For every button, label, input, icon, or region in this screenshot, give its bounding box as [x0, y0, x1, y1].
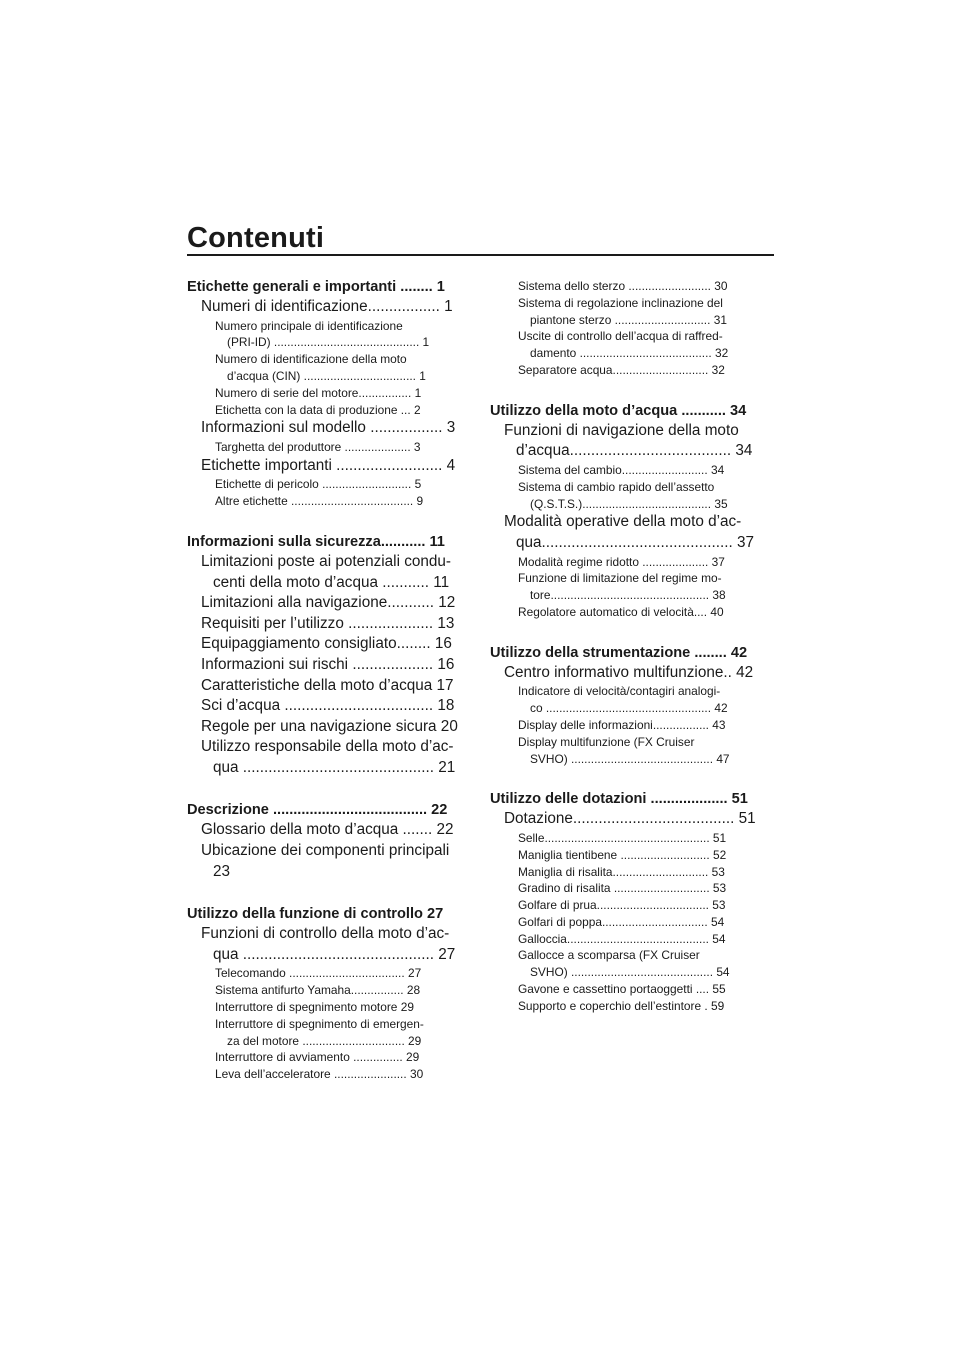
toc-subsection[interactable] [490, 278, 774, 295]
toc-section[interactable] [490, 663, 774, 684]
toc-chapter[interactable] [490, 402, 774, 421]
toc-entry-line: Golfare di prua.................................. 53 [518, 898, 726, 913]
toc-subsection[interactable] [187, 1066, 474, 1083]
toc-entry-line: Etichette di pericolo ........................... 5 [215, 477, 422, 492]
toc-entry-line: Numero di identificazione della moto [215, 352, 407, 367]
toc-entry-line: Sistema antifurto Yamaha................ 28 [215, 983, 421, 998]
toc-section[interactable] [187, 634, 474, 655]
toc-subsection[interactable] [490, 683, 774, 717]
toc-subsection[interactable] [187, 965, 474, 982]
toc-subsection[interactable] [490, 914, 774, 931]
toc-subsection[interactable] [490, 847, 774, 864]
section-gap [490, 379, 774, 402]
toc-subsection[interactable] [187, 385, 474, 402]
toc-chapter[interactable] [490, 790, 774, 809]
toc-section[interactable] [187, 717, 474, 738]
toc-entry-line: Limitazioni poste ai potenziali condu- [201, 552, 451, 570]
toc-entry-line: Supporto e coperchio dell’estintore . 59 [518, 998, 725, 1013]
toc-entry-line: 23 [213, 862, 231, 880]
toc-entry-line: Informazioni sul modello ................. 3 [201, 419, 456, 437]
toc-section[interactable] [187, 614, 474, 635]
toc-section[interactable] [187, 820, 474, 841]
toc-entry-line: Separatore acqua............................. 32 [518, 362, 725, 377]
toc-entry-line: Ubicazione dei componenti principali [201, 842, 450, 860]
toc-section[interactable] [187, 593, 474, 614]
toc-subsection[interactable] [187, 476, 474, 493]
toc-entry-line: qua ............................................. 21 [213, 758, 456, 776]
section-gap [187, 778, 474, 801]
toc-entry-line: za del motore ............................... 29 [227, 1033, 422, 1048]
toc-entry-line: Requisiti per l’utilizzo .................... 13 [201, 614, 455, 632]
toc-entry-line: Caratteristiche della moto d’acqua 17 [201, 676, 454, 694]
toc-entry-line: Interruttore di spegnimento motore 29 [215, 1000, 414, 1015]
toc-entry-line: Altre etichette ..................................... 9 [215, 494, 424, 509]
toc-entry-line: Regolatore automatico di velocità.... 40 [518, 604, 724, 619]
toc-entry-line: Equipaggiamento consigliato........ 16 [201, 635, 452, 653]
toc-chapter[interactable] [490, 644, 774, 663]
toc-subsection[interactable] [490, 570, 774, 604]
toc-subsection[interactable] [490, 947, 774, 981]
toc-entry-line: Funzioni di controllo della moto d’ac- [201, 925, 450, 943]
section-gap [490, 767, 774, 790]
toc-entry-line: co .................................................. 42 [530, 701, 728, 716]
toc-entry-line: Gavone e cassettino portaoggetti .... 55 [518, 982, 726, 997]
toc-subsection[interactable] [490, 328, 774, 362]
toc-entry-line: Targhetta del produttore .................... 3 [215, 439, 421, 454]
toc-section[interactable] [187, 676, 474, 697]
toc-entry-line: Etichetta con la data di produzione ... 2 [215, 402, 421, 417]
toc-subsection[interactable] [490, 717, 774, 734]
toc-entry-line: Utilizzo delle dotazioni ................... 51 [490, 791, 748, 808]
section-gap [187, 882, 474, 905]
toc-entry-line: Utilizzo della moto d’acqua ........... 34 [490, 402, 747, 419]
toc-entry-line: (PRI-ID) ............................................ 1 [227, 335, 430, 350]
toc-subsection[interactable] [490, 295, 774, 329]
page-title: Contenuti [187, 222, 325, 254]
toc-entry-line: Etichette generali e importanti ........ 1 [187, 279, 445, 295]
toc-chapter[interactable] [187, 278, 474, 297]
toc-entry-line: Galloccia........................................... 54 [518, 931, 726, 946]
toc-section[interactable] [187, 456, 474, 477]
toc-entry-line: Display delle informazioni................. 43 [518, 717, 726, 732]
toc-entry-line: Numero principale di identificazione [215, 318, 403, 333]
toc-entry-line: Centro informativo multifunzione.. 42 [504, 663, 754, 681]
toc-entry-line: Leva dell’acceleratore ...................... 30 [215, 1067, 424, 1082]
toc-subsection[interactable] [187, 1049, 474, 1066]
toc-section[interactable] [187, 418, 474, 439]
toc-entry-line: (Q.S.T.S.)....................................... 35 [530, 496, 728, 511]
toc-entry-line: Gallocce a scomparsa (FX Cruiser [518, 948, 700, 963]
toc-entry-line: Interruttore di spegnimento di emergen- [215, 1016, 424, 1031]
toc-subsection[interactable] [490, 604, 774, 621]
toc-entry-line: centi della moto d’acqua ........... 11 [213, 573, 450, 591]
toc-entry-line: piantone sterzo ............................. 31 [530, 312, 727, 327]
toc-entry-line: Maniglia di risalita............................. 53 [518, 864, 725, 879]
toc-subsection[interactable] [490, 479, 774, 513]
toc-subsection[interactable] [490, 462, 774, 479]
toc-entry-line: Sistema di cambio rapido dell’assetto [518, 479, 715, 494]
toc-entry-line: Limitazioni alla navigazione........... 12 [201, 594, 456, 612]
toc-entry-line: Sistema dello sterzo ......................... 30 [518, 279, 728, 293]
toc-chapter[interactable] [187, 801, 474, 820]
toc-entry-line: Telecomando ................................... 27 [215, 966, 422, 981]
toc-subsection[interactable] [490, 734, 774, 768]
toc-entry-line: Gradino di risalita ............................. 53 [518, 881, 727, 896]
toc-entry-line: Funzioni di navigazione della moto [504, 421, 739, 439]
toc-subsection[interactable] [187, 493, 474, 510]
toc-entry-line: damento ........................................ 32 [530, 346, 729, 361]
toc-entry-line: Interruttore di avviamento ............... 29 [215, 1050, 420, 1065]
toc-subsection[interactable] [187, 1016, 474, 1050]
toc-section[interactable] [490, 421, 774, 462]
section-gap [490, 621, 774, 644]
toc-entry-line: Numero di serie del motore................ 1 [215, 385, 422, 400]
toc-entry-line: Sci d’acqua ................................... 18 [201, 697, 455, 715]
title-rule [187, 254, 774, 256]
toc-subsection[interactable] [490, 897, 774, 914]
toc-chapter[interactable] [187, 905, 474, 924]
toc-subsection[interactable] [490, 864, 774, 881]
toc-entry-line: Modalità operative della moto d’ac- [504, 513, 742, 531]
toc-subsection[interactable] [187, 982, 474, 999]
toc-section[interactable] [187, 696, 474, 717]
toc-subsection[interactable] [187, 999, 474, 1016]
toc-section[interactable] [187, 655, 474, 676]
toc-entry-line: Dotazione...................................... 51 [504, 810, 756, 828]
toc-subsection[interactable] [490, 830, 774, 847]
toc-entry-line: Glossario della moto d’acqua ....... 22 [201, 821, 454, 839]
toc-section[interactable] [187, 552, 474, 593]
toc-entry-line: Sistema di regolazione inclinazione del [518, 295, 723, 310]
toc-entry-line: Informazioni sulla sicurezza........... 11 [187, 533, 445, 550]
toc-section[interactable] [187, 924, 474, 965]
toc-subsection[interactable] [187, 402, 474, 419]
toc-subsection[interactable] [187, 439, 474, 456]
toc-left-column [187, 278, 474, 1083]
toc-entry-line: Etichette importanti ......................... 4 [201, 456, 456, 474]
toc-subsection[interactable] [490, 998, 774, 1015]
toc-subsection[interactable] [490, 554, 774, 571]
toc-section[interactable] [187, 297, 474, 318]
toc-entry-line: Regole per una navigazione sicura 20 [201, 717, 458, 735]
toc-entry-line: Golfari di poppa................................ 54 [518, 914, 725, 929]
toc-entry-line: Display multifunzione (FX Cruiser [518, 734, 695, 749]
toc-entry-line: Utilizzo della strumentazione ........ 42 [490, 644, 748, 661]
toc-right-column [490, 278, 774, 1015]
toc-subsection[interactable] [187, 318, 474, 352]
toc-subsection[interactable] [187, 351, 474, 385]
toc-entry-line: Sistema del cambio.......................... 34 [518, 462, 725, 477]
toc-entry-line: Utilizzo della funzione di controllo 27 [187, 906, 444, 923]
toc-subsection[interactable] [490, 880, 774, 897]
toc-subsection[interactable] [490, 931, 774, 948]
toc-section[interactable] [187, 841, 474, 882]
toc-section[interactable] [187, 737, 474, 778]
toc-entry-line: Utilizzo responsabile della moto d’ac- [201, 738, 454, 756]
toc-entry-line: SVHO) ........................................... 47 [530, 751, 730, 766]
toc-entry-line: Selle.................................................. 51 [518, 830, 727, 845]
toc-entry-line: SVHO) ........................................... 54 [530, 965, 730, 980]
toc-section[interactable] [490, 809, 774, 830]
section-gap [187, 510, 474, 533]
toc-section[interactable] [490, 512, 774, 553]
toc-entry-line: qua ............................................. 27 [213, 945, 456, 963]
toc-entry-line: Funzione di limitazione del regime mo- [518, 571, 722, 586]
toc-entry-line: Maniglia tientibene ........................... 52 [518, 847, 727, 862]
toc-entry-line: Uscite di controllo dell’acqua di raffred- [518, 329, 723, 344]
toc-entry-line: Indicatore di velocità/contagiri analogi- [518, 684, 721, 699]
toc-entry-line: Numeri di identificazione................. 1 [201, 298, 453, 315]
toc-entry-line: d’acqua...................................... 34 [516, 442, 753, 460]
toc-entry-line: tore................................................ 38 [530, 588, 726, 603]
toc-chapter[interactable] [187, 533, 474, 552]
toc-entry-line: Modalità regime ridotto .................... 37 [518, 554, 725, 569]
toc-entry-line: d’acqua (CIN) .................................. 1 [227, 368, 426, 383]
toc-entry-line: Informazioni sui rischi ................... 16 [201, 655, 455, 673]
toc-entry-line: Descrizione ...................................... 22 [187, 802, 448, 819]
toc-entry-line: qua............................................. 37 [516, 533, 755, 551]
toc-subsection[interactable] [490, 362, 774, 379]
toc-subsection[interactable] [490, 981, 774, 998]
